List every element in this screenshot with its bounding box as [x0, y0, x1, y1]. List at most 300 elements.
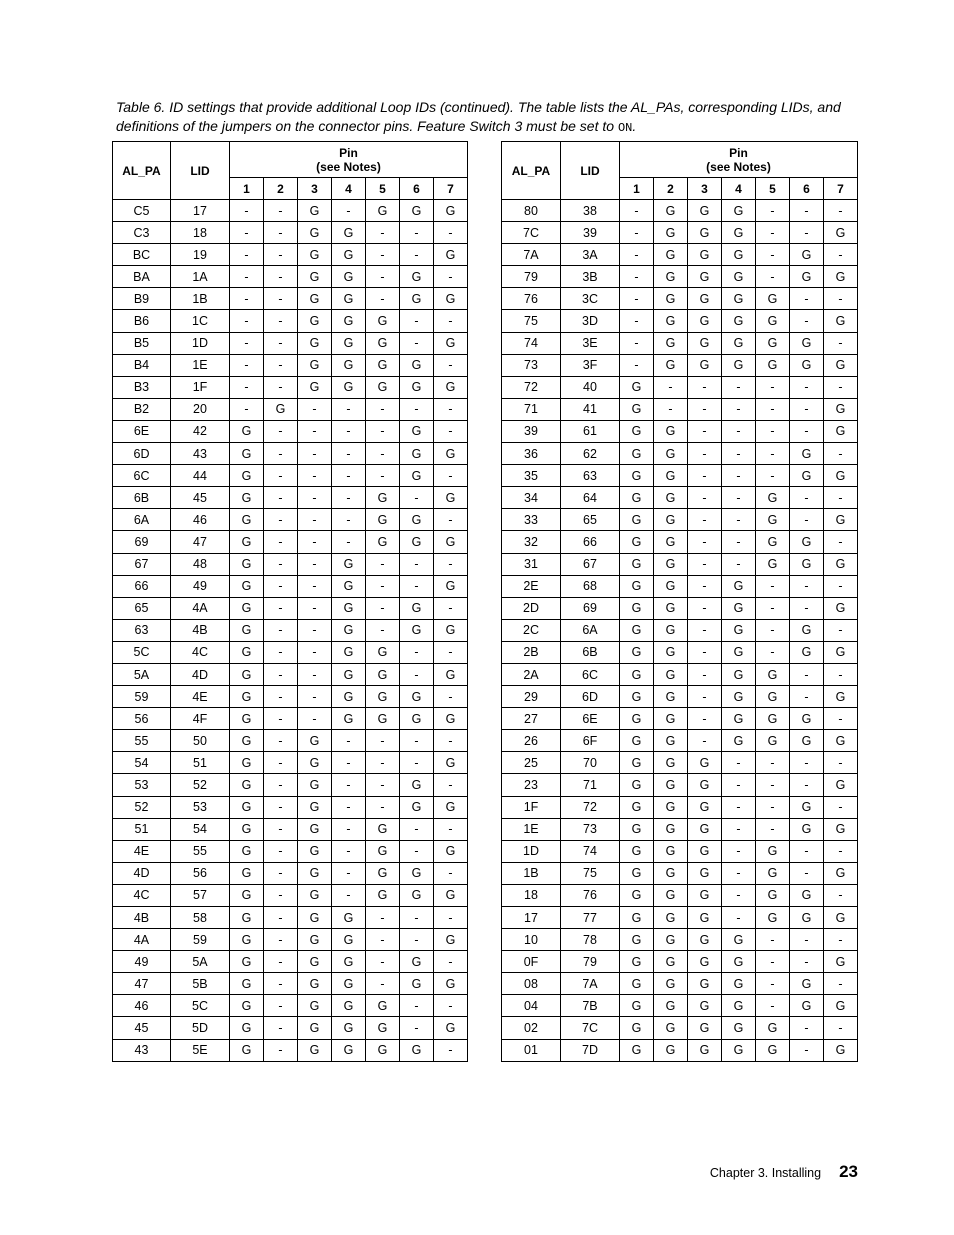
pin-cell: G — [434, 332, 468, 354]
pin-cell: G — [230, 487, 264, 509]
pin-cell: G — [688, 266, 722, 288]
table-row — [113, 420, 858, 442]
pin-cell: - — [366, 973, 400, 995]
caption-end: . — [632, 118, 637, 134]
pin-cell: - — [790, 200, 824, 222]
pin-cell: - — [756, 465, 790, 487]
table-row — [113, 1017, 858, 1039]
pin-cell: G — [824, 354, 858, 376]
table-gap-cell — [468, 641, 502, 663]
pin-cell: - — [790, 1039, 824, 1061]
pin-cell: G — [654, 310, 688, 332]
pin-cell: - — [264, 619, 298, 641]
table-gap-cell — [468, 509, 502, 531]
pin-cell: - — [264, 884, 298, 906]
pin-cell: G — [824, 641, 858, 663]
pin-cell: G — [654, 443, 688, 465]
table-gap-cell — [468, 752, 502, 774]
lid-cell: 6A — [561, 619, 620, 641]
pin-cell: - — [722, 884, 756, 906]
pin-cell: - — [332, 509, 366, 531]
lid-cell: 39 — [561, 222, 620, 244]
pin-cell: G — [654, 663, 688, 685]
alpa-cell: 02 — [502, 1017, 561, 1039]
pin-cell: G — [230, 420, 264, 442]
lid-cell: 52 — [171, 774, 230, 796]
pin-cell: G — [620, 686, 654, 708]
table-row — [113, 398, 858, 420]
pin-cell: G — [620, 884, 654, 906]
pin-cell: G — [824, 465, 858, 487]
pin-cell: - — [264, 509, 298, 531]
table-row — [113, 862, 858, 884]
pin-cell: - — [790, 686, 824, 708]
pin-cell: - — [298, 420, 332, 442]
alpa-cell: 6A — [113, 509, 171, 531]
pin-cell: G — [230, 641, 264, 663]
pin-cell: - — [756, 376, 790, 398]
alpa-cell: 35 — [502, 465, 561, 487]
pin-cell: - — [264, 597, 298, 619]
table-row — [113, 553, 858, 575]
pin-cell: - — [434, 354, 468, 376]
pin-cell: G — [790, 995, 824, 1017]
pin-cell: - — [756, 796, 790, 818]
caption-on-word: ON — [617, 121, 633, 135]
pin-cell: - — [654, 398, 688, 420]
lid-cell: 70 — [561, 752, 620, 774]
pin-cell: G — [756, 1017, 790, 1039]
pin-cell: - — [332, 796, 366, 818]
pin-cell: G — [824, 597, 858, 619]
pin-cell: G — [434, 244, 468, 266]
pin-cell: G — [620, 730, 654, 752]
pin-cell: G — [230, 443, 264, 465]
pin-cell: G — [400, 619, 434, 641]
lid-cell: 3A — [561, 244, 620, 266]
pin-cell: G — [654, 951, 688, 973]
pin-cell: G — [654, 509, 688, 531]
pin-cell: G — [756, 884, 790, 906]
table-row — [113, 1039, 858, 1061]
pin-cell: - — [332, 200, 366, 222]
pin-cell: G — [620, 597, 654, 619]
table-row — [113, 354, 858, 376]
alpa-cell: C5 — [113, 200, 171, 222]
lid-cell: 6E — [561, 708, 620, 730]
pin-cell: G — [298, 376, 332, 398]
pin-cell: G — [298, 244, 332, 266]
pin-cell: - — [790, 862, 824, 884]
alpa-cell: 39 — [502, 420, 561, 442]
pin-cell: G — [400, 774, 434, 796]
pin-cell: - — [790, 1017, 824, 1039]
pin-cell: G — [332, 1039, 366, 1061]
pin-cell: G — [620, 818, 654, 840]
lid-cell: 1A — [171, 266, 230, 288]
lid-cell: 5C — [171, 995, 230, 1017]
pin-cell: - — [722, 420, 756, 442]
pin-cell: G — [688, 995, 722, 1017]
alpa-cell: 23 — [502, 774, 561, 796]
pin-cell: G — [654, 619, 688, 641]
lid-cell: 1C — [171, 310, 230, 332]
pin-cell: - — [824, 663, 858, 685]
pin-cell: - — [790, 663, 824, 685]
alpa-cell: 72 — [502, 376, 561, 398]
pin-cell: G — [366, 686, 400, 708]
pin-cell: G — [366, 708, 400, 730]
pin-cell: G — [790, 884, 824, 906]
pin-cell: G — [824, 222, 858, 244]
pin-cell: - — [824, 443, 858, 465]
pin-cell: G — [230, 973, 264, 995]
pin-cell: - — [688, 597, 722, 619]
pin-cell: - — [264, 973, 298, 995]
pin-cell: - — [264, 222, 298, 244]
lid-cell: 19 — [171, 244, 230, 266]
pin-cell: - — [298, 465, 332, 487]
pin-cell: - — [400, 553, 434, 575]
pin-cell: G — [722, 663, 756, 685]
table-gap-cell — [468, 774, 502, 796]
pin-cell: G — [722, 354, 756, 376]
pin-cell: - — [688, 420, 722, 442]
pin-cell: - — [688, 619, 722, 641]
lid-cell: 64 — [561, 487, 620, 509]
pin-cell: G — [756, 730, 790, 752]
alpa-cell: 2C — [502, 619, 561, 641]
table-gap-cell — [468, 973, 502, 995]
pin-cell: G — [824, 862, 858, 884]
lid-cell: 47 — [171, 531, 230, 553]
pin-cell: - — [824, 376, 858, 398]
pin-cell: - — [366, 288, 400, 310]
pin-cell: - — [264, 531, 298, 553]
pin-cell: G — [620, 509, 654, 531]
pin-cell: - — [756, 443, 790, 465]
pin-header-left-7: 7 — [434, 178, 468, 200]
pin-cell: G — [688, 796, 722, 818]
pin-cell: G — [332, 288, 366, 310]
pin-cell: G — [756, 553, 790, 575]
header-pin-right: Pin (see Notes) — [620, 142, 858, 178]
pin-cell: - — [298, 708, 332, 730]
pin-cell: G — [654, 553, 688, 575]
alpa-cell: 7A — [502, 244, 561, 266]
alpa-cell: 51 — [113, 818, 171, 840]
pin-cell: - — [298, 597, 332, 619]
alpa-cell: 73 — [502, 354, 561, 376]
table-row — [113, 288, 858, 310]
pin-cell: G — [824, 818, 858, 840]
table-row — [113, 995, 858, 1017]
pin-cell: - — [620, 288, 654, 310]
pin-cell: - — [790, 288, 824, 310]
pin-cell: - — [434, 420, 468, 442]
pin-cell: G — [230, 907, 264, 929]
table-row — [113, 531, 858, 553]
pin-cell: - — [620, 332, 654, 354]
pin-cell: G — [434, 575, 468, 597]
pin-cell: G — [230, 818, 264, 840]
pin-cell: G — [688, 884, 722, 906]
alpa-cell: 76 — [502, 288, 561, 310]
pin-cell: G — [722, 1017, 756, 1039]
pin-cell: - — [688, 708, 722, 730]
pin-cell: G — [298, 973, 332, 995]
pin-cell: - — [264, 752, 298, 774]
lid-cell: 59 — [171, 929, 230, 951]
pin-cell: - — [264, 796, 298, 818]
pin-cell: G — [688, 840, 722, 862]
pin-cell: - — [264, 951, 298, 973]
pin-cell: G — [756, 354, 790, 376]
pin-cell: - — [756, 597, 790, 619]
pin-cell: G — [654, 752, 688, 774]
pin-cell: G — [366, 840, 400, 862]
alpa-cell: 1F — [502, 796, 561, 818]
pin-cell: - — [230, 354, 264, 376]
pin-cell: G — [298, 818, 332, 840]
pin-cell: G — [790, 730, 824, 752]
alpa-cell: B9 — [113, 288, 171, 310]
lid-cell: 5B — [171, 973, 230, 995]
pin-cell: G — [824, 553, 858, 575]
pin-cell: G — [654, 354, 688, 376]
table-gap-cell — [468, 465, 502, 487]
pin-cell: G — [654, 840, 688, 862]
lid-cell: 67 — [561, 553, 620, 575]
pin-cell: G — [332, 929, 366, 951]
pin-cell: G — [400, 531, 434, 553]
alpa-cell: 55 — [113, 730, 171, 752]
pin-cell: G — [298, 951, 332, 973]
pin-cell: G — [722, 222, 756, 244]
pin-cell: G — [366, 1017, 400, 1039]
pin-cell: G — [756, 487, 790, 509]
pin-cell: G — [790, 332, 824, 354]
pin-cell: G — [332, 708, 366, 730]
lid-cell: 43 — [171, 443, 230, 465]
pin-cell: G — [620, 973, 654, 995]
pin-cell: G — [790, 244, 824, 266]
pin-cell: - — [264, 553, 298, 575]
pin-cell: G — [722, 288, 756, 310]
table-gap-cell — [468, 663, 502, 685]
pin-cell: - — [298, 443, 332, 465]
pin-cell: G — [654, 862, 688, 884]
table-gap-cell — [468, 686, 502, 708]
pin-cell: - — [688, 641, 722, 663]
lid-cell: 4C — [171, 641, 230, 663]
pin-cell: - — [620, 244, 654, 266]
pin-cell: - — [400, 995, 434, 1017]
page-number: 23 — [839, 1162, 858, 1181]
pin-cell: G — [824, 730, 858, 752]
pin-cell: G — [366, 487, 400, 509]
pin-cell: G — [230, 553, 264, 575]
alpa-cell: 43 — [113, 1039, 171, 1061]
pin-cell: - — [230, 200, 264, 222]
table-gap-cell — [468, 597, 502, 619]
alpa-cell: 2A — [502, 663, 561, 685]
table-row — [113, 443, 858, 465]
pin-cell: - — [722, 553, 756, 575]
lid-cell: 4D — [171, 663, 230, 685]
alpa-cell: 63 — [113, 619, 171, 641]
pin-cell: G — [722, 619, 756, 641]
pin-cell: G — [400, 951, 434, 973]
table-gap-cell — [468, 907, 502, 929]
alpa-cell: 10 — [502, 929, 561, 951]
pin-cell: G — [332, 1017, 366, 1039]
pin-cell: G — [654, 884, 688, 906]
pin-cell: G — [434, 619, 468, 641]
pin-cell: G — [756, 288, 790, 310]
pin-cell: - — [264, 443, 298, 465]
lid-cell: 4E — [171, 686, 230, 708]
pin-cell: - — [688, 465, 722, 487]
pin-cell: G — [654, 796, 688, 818]
alpa-cell: 52 — [113, 796, 171, 818]
pin-cell: G — [620, 1017, 654, 1039]
pin-cell: G — [298, 310, 332, 332]
table-row — [113, 929, 858, 951]
pin-cell: G — [400, 862, 434, 884]
pin-cell: G — [824, 398, 858, 420]
lid-cell: 55 — [171, 840, 230, 862]
pin-header-right-7: 7 — [824, 178, 858, 200]
pin-cell: G — [620, 443, 654, 465]
pin-cell: - — [230, 288, 264, 310]
pin-cell: G — [790, 818, 824, 840]
pin-cell: G — [620, 487, 654, 509]
pin-cell: G — [688, 1017, 722, 1039]
pin-cell: G — [434, 443, 468, 465]
pin-cell: G — [688, 774, 722, 796]
header-pin-left: Pin (see Notes) — [230, 142, 468, 178]
pin-cell: G — [332, 332, 366, 354]
pin-cell: - — [366, 222, 400, 244]
alpa-cell: 17 — [502, 907, 561, 929]
table-gap-cell — [468, 200, 502, 222]
pin-cell: G — [298, 266, 332, 288]
pin-cell: - — [264, 420, 298, 442]
table-row — [113, 708, 858, 730]
pin-cell: - — [400, 663, 434, 685]
pin-cell: G — [722, 575, 756, 597]
pin-cell: - — [298, 509, 332, 531]
table-gap-cell — [468, 708, 502, 730]
pin-cell: G — [298, 354, 332, 376]
pin-cell: - — [756, 222, 790, 244]
pin-cell: G — [790, 266, 824, 288]
pin-cell: - — [366, 929, 400, 951]
pin-cell: G — [298, 929, 332, 951]
pin-cell: G — [688, 310, 722, 332]
pin-cell: - — [688, 376, 722, 398]
table-gap-cell — [468, 531, 502, 553]
alpa-cell: 26 — [502, 730, 561, 752]
pin-cell: G — [298, 1017, 332, 1039]
table-gap-cell — [468, 818, 502, 840]
alpa-cell: 0F — [502, 951, 561, 973]
lid-cell: 3B — [561, 266, 620, 288]
pin-cell: - — [230, 244, 264, 266]
pin-cell: G — [230, 995, 264, 1017]
pin-cell: G — [230, 796, 264, 818]
pin-cell: - — [298, 487, 332, 509]
pin-cell: - — [688, 443, 722, 465]
pin-cell: - — [790, 487, 824, 509]
pin-cell: - — [264, 376, 298, 398]
pin-cell: - — [400, 907, 434, 929]
pin-cell: G — [366, 354, 400, 376]
pin-cell: - — [434, 730, 468, 752]
table-row — [113, 266, 858, 288]
alpa-cell: 6B — [113, 487, 171, 509]
alpa-cell: 2B — [502, 641, 561, 663]
alpa-cell: 79 — [502, 266, 561, 288]
pin-cell: G — [620, 708, 654, 730]
pin-cell: - — [434, 907, 468, 929]
table-gap-cell — [468, 354, 502, 376]
pin-cell: - — [722, 531, 756, 553]
pin-cell: G — [400, 597, 434, 619]
table-row — [113, 686, 858, 708]
pin-cell: - — [824, 884, 858, 906]
table-row — [113, 597, 858, 619]
pin-cell: G — [654, 818, 688, 840]
lid-cell: 72 — [561, 796, 620, 818]
table-row — [113, 310, 858, 332]
pin-cell: - — [620, 266, 654, 288]
pin-cell: G — [654, 244, 688, 266]
lid-cell: 75 — [561, 862, 620, 884]
lid-cell: 53 — [171, 796, 230, 818]
pin-cell: G — [722, 332, 756, 354]
pin-cell: - — [434, 553, 468, 575]
pin-cell: - — [756, 244, 790, 266]
pin-cell: - — [230, 398, 264, 420]
lid-cell: 6B — [561, 641, 620, 663]
pin-cell: G — [688, 907, 722, 929]
pin-cell: G — [756, 840, 790, 862]
pin-cell: G — [298, 730, 332, 752]
pin-cell: G — [400, 1039, 434, 1061]
page-footer — [710, 1162, 858, 1182]
pin-cell: - — [790, 222, 824, 244]
pin-cell: G — [332, 641, 366, 663]
pin-cell: - — [264, 244, 298, 266]
pin-cell: - — [264, 310, 298, 332]
lid-cell: 54 — [171, 818, 230, 840]
lid-cell: 1F — [171, 376, 230, 398]
pin-cell: G — [824, 774, 858, 796]
pin-cell: - — [400, 575, 434, 597]
pin-cell: G — [434, 487, 468, 509]
pin-cell: - — [332, 752, 366, 774]
pin-header-left-3: 3 — [298, 178, 332, 200]
table-gap-cell — [468, 420, 502, 442]
pin-cell: G — [230, 575, 264, 597]
pin-cell: - — [264, 929, 298, 951]
pin-cell: - — [400, 487, 434, 509]
lid-cell: 74 — [561, 840, 620, 862]
table-gap-cell — [468, 288, 502, 310]
pin-cell: G — [400, 443, 434, 465]
